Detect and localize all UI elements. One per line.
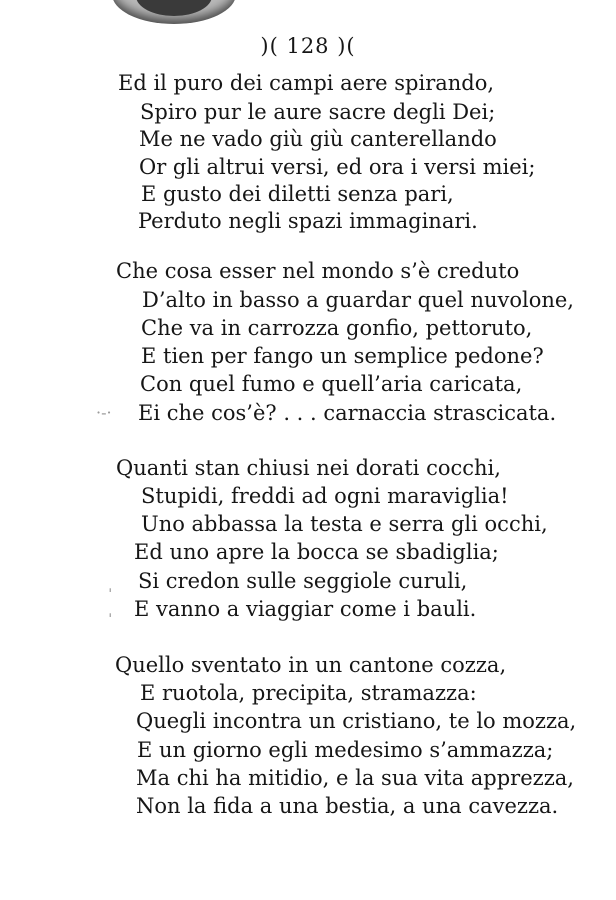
verse-line: Perduto negli spazi immaginari. [138, 209, 478, 233]
verse-line: Ei che cos’è? . . . carnaccia strascicata. [138, 401, 557, 425]
verse-line: Quello sventato in un cantone cozza, [115, 653, 507, 677]
verse-line: Spiro pur le aure sacre degli Dei; [140, 100, 496, 124]
verse-line: Non la fida a una bestia, a una cavezza. [136, 794, 559, 818]
verse-line: Stupidi, freddi ad ogni maraviglia! [141, 484, 509, 508]
verse-line: Che cosa esser nel mondo s’è creduto [116, 259, 520, 283]
verse-line: D’alto in basso a guardar quel nuvolone, [142, 288, 574, 312]
page-number: )( 128 )( [260, 34, 356, 58]
margin-mark: ˌ [108, 600, 113, 619]
verse-line: Che va in carrozza gonfio, pettoruto, [141, 316, 533, 340]
verse-line: Ed uno apre la bocca se sbadiglia; [134, 540, 499, 564]
verse-line: Or gli altrui versi, ed ora i versi miei; [139, 155, 536, 179]
verse-line: E tien per fango un semplice pedone? [141, 344, 544, 368]
verse-line: E ruotola, precipita, stramazza: [140, 681, 477, 705]
margin-mark: ˌ [108, 575, 113, 594]
verse-line: E gusto dei diletti senza pari, [141, 182, 454, 206]
decorative-ornament [112, 0, 236, 24]
margin-mark: ·‐· [96, 403, 112, 422]
verse-line: E un giorno egli medesimo s’ammazza; [137, 738, 554, 762]
verse-line: Quegli incontra un cristiano, te lo mozza, [136, 709, 577, 733]
verse-line: E vanno a viaggiar come i bauli. [134, 597, 477, 621]
verse-line: Ma chi ha mitidio, e la sua vita apprezza, [136, 766, 574, 790]
verse-line: Me ne vado giù giù canterellando [139, 127, 497, 151]
ornament-center [136, 0, 212, 16]
verse-line: Ed il puro dei campi aere spirando, [118, 71, 495, 95]
verse-line: Con quel fumo e quell’aria caricata, [140, 372, 523, 396]
verse-line: Quanti stan chiusi nei dorati cocchi, [116, 456, 501, 480]
verse-line: Uno abbassa la testa e serra gli occhi, [141, 512, 548, 536]
verse-line: Si credon sulle seggiole curuli, [138, 569, 468, 593]
